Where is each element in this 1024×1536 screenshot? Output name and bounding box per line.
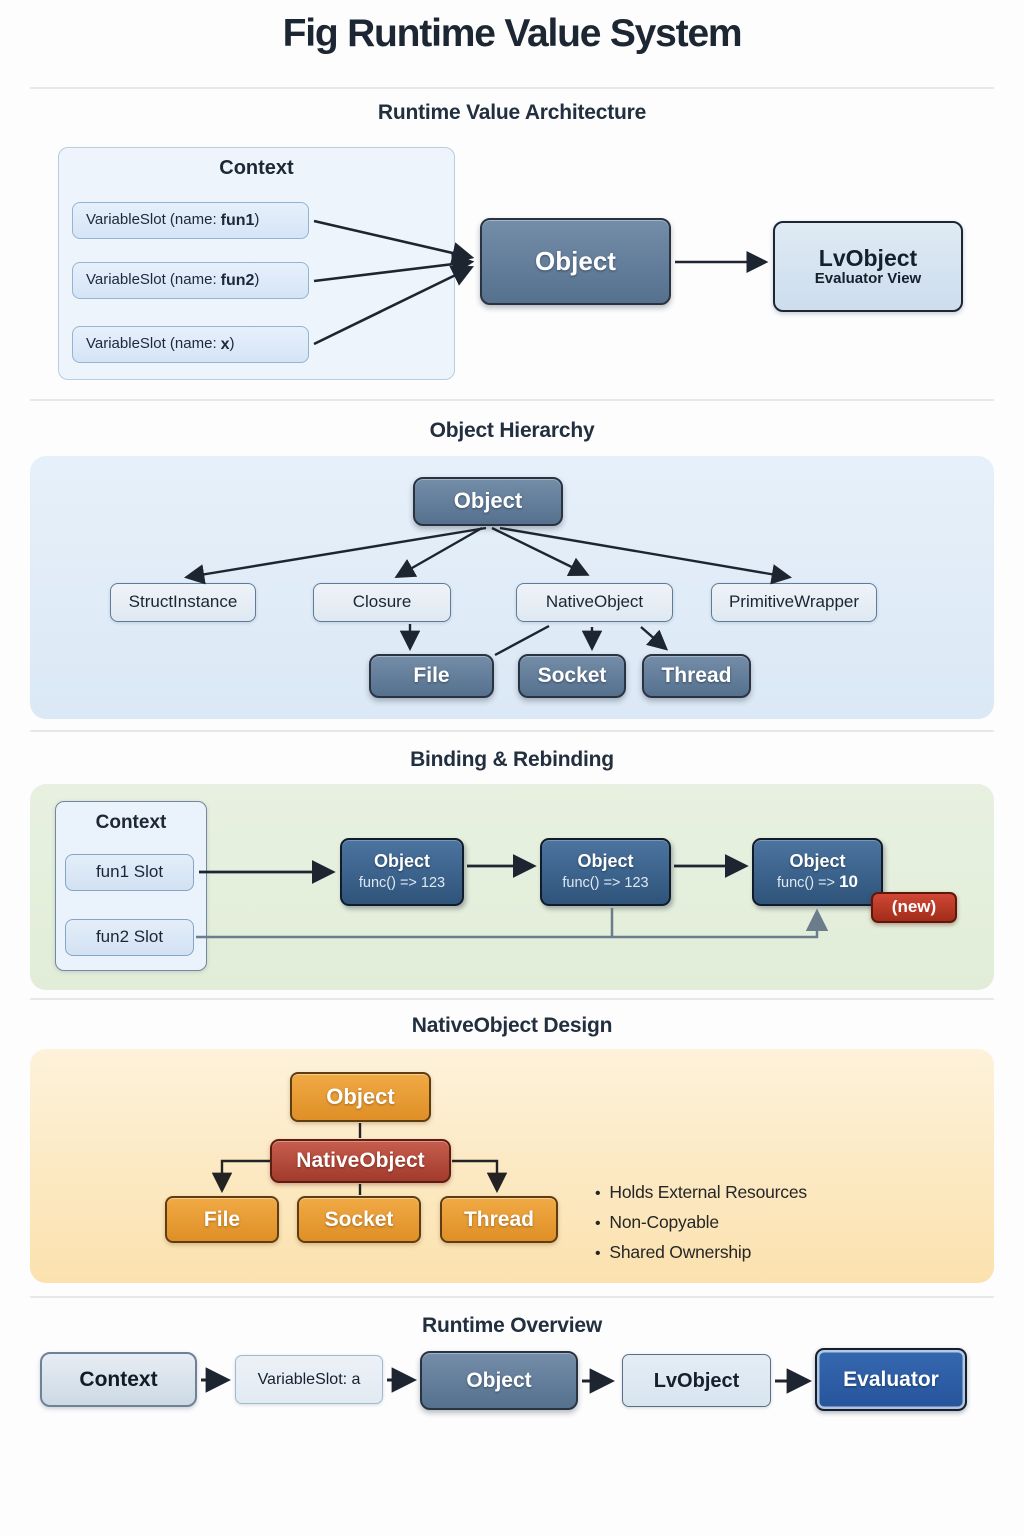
architecture-heading: Runtime Value Architecture — [377, 101, 647, 124]
design-file-node: File — [165, 1196, 279, 1243]
detail-emphasis: 10 — [839, 872, 858, 892]
lvobject-title: LvObject — [818, 244, 918, 271]
section-divider — [30, 87, 994, 89]
native-design-heading: NativeObject Design — [411, 1014, 613, 1037]
section-divider — [30, 998, 994, 1000]
slot-prefix: VariableSlot (name: — [86, 211, 217, 229]
hierarchy-node-file: File — [369, 654, 494, 698]
slot-suffix: ) — [254, 211, 260, 229]
binding-object-1 — [340, 838, 464, 906]
variable-slot-fun2 — [72, 262, 309, 299]
architecture-lvobject-node — [773, 221, 963, 312]
hierarchy-root-object: Object — [413, 477, 563, 526]
slot-name: fun2 — [220, 271, 255, 289]
hierarchy-node-socket: Socket — [518, 654, 626, 698]
slot-suffix: ) — [254, 271, 260, 289]
overview-evaluator-node: Evaluator — [815, 1348, 967, 1411]
binding-object-detail — [562, 873, 648, 892]
variable-slot-fun1 — [72, 202, 309, 239]
overview-object-node: Object — [420, 1351, 578, 1410]
hierarchy-node-thread: Thread — [642, 654, 751, 698]
binding-object-title: Object — [577, 850, 634, 871]
overview-heading: Runtime Overview — [421, 1314, 603, 1337]
architecture-context-title: Context — [219, 157, 294, 179]
architecture-object-node: Object — [480, 218, 671, 305]
slot-name: fun1 — [220, 211, 255, 229]
bullet-item: • Non-Copyable — [595, 1208, 807, 1238]
slot-prefix: VariableSlot (name: — [86, 271, 217, 289]
design-object-node: Object — [290, 1072, 431, 1122]
detail-text: func() => 123 — [358, 875, 446, 892]
section-divider — [30, 1296, 994, 1298]
detail-text: func() => — [777, 875, 840, 892]
lvobject-subtitle: Evaluator View — [814, 269, 922, 287]
hierarchy-node-structinstance: StructInstance — [110, 583, 256, 622]
overview-context-node: Context — [40, 1352, 197, 1407]
binding-context-title: Context — [95, 812, 167, 833]
section-divider — [30, 399, 994, 401]
hierarchy-node-nativeobject: NativeObject — [516, 583, 673, 622]
variable-slot-x — [72, 326, 309, 363]
bullet-item: • Shared Ownership — [595, 1238, 807, 1268]
overview-lvobject-node: LvObject — [622, 1354, 771, 1407]
native-design-panel — [30, 1049, 994, 1283]
overview-variableslot-node: VariableSlot: a — [235, 1355, 383, 1404]
figure-title: Fig Runtime Value System — [282, 12, 742, 55]
design-thread-node: Thread — [440, 1196, 558, 1243]
new-badge: (new) — [871, 892, 957, 923]
section-divider — [30, 730, 994, 732]
design-nativeobject-node: NativeObject — [270, 1139, 451, 1183]
binding-object-3 — [752, 838, 883, 906]
slot-prefix: VariableSlot (name: — [86, 335, 217, 353]
detail-text: func() => 123 — [562, 875, 649, 892]
slot-name: x — [220, 335, 230, 353]
native-design-bullet-list — [595, 1178, 807, 1268]
binding-slot-fun2: fun2 Slot — [65, 919, 194, 956]
binding-heading: Binding & Rebinding — [410, 748, 614, 771]
hierarchy-node-primitivewrapper: PrimitiveWrapper — [711, 583, 877, 622]
binding-object-2 — [540, 838, 671, 906]
bullet-item: • Holds External Resources — [595, 1178, 807, 1208]
hierarchy-heading: Object Hierarchy — [429, 419, 595, 442]
binding-object-detail — [777, 873, 858, 892]
binding-object-title: Object — [373, 850, 430, 871]
hierarchy-node-closure: Closure — [313, 583, 451, 622]
design-socket-node: Socket — [297, 1196, 421, 1243]
binding-object-title: Object — [789, 850, 846, 871]
binding-object-detail — [359, 873, 445, 892]
slot-suffix: ) — [229, 335, 235, 353]
binding-slot-fun1: fun1 Slot — [65, 854, 194, 891]
